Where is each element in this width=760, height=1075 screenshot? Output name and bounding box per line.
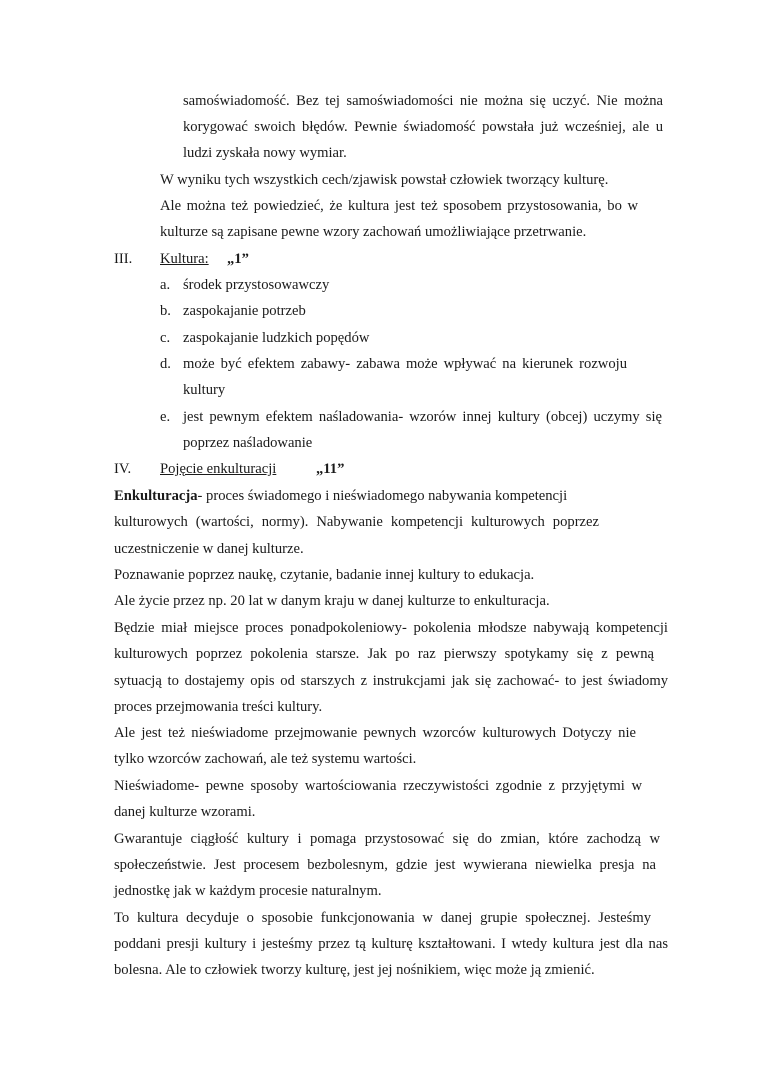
body-line-15: społeczeństwie. Jest procesem bezbolesnym, gdzie jest wywierana niewielka presja na — [114, 857, 656, 873]
body-line-5: Ale życie przez np. 20 lat w danym kraju w danej kulturze to enkulturacja. — [114, 593, 550, 609]
section-4-heading: Pojęcie enkulturacji — [160, 461, 277, 477]
intro-line-2: korygować swoich błędów. Pewnie świadomość powstała już wcześniej, ale u — [183, 119, 663, 135]
list-item-text: jest pewnym efektem naśladowania- wzorów innej kultury (obcej) uczymy się — [183, 409, 662, 425]
list-marker: e. — [160, 409, 171, 425]
body-line-13: danej kulturze wzorami. — [114, 804, 256, 820]
section-3-numeral: III. — [114, 251, 133, 267]
list-marker: b. — [160, 303, 171, 319]
body-line-7: kulturowych poprzez pokolenia starsze. Jak po raz pierwszy spotykamy się z pewną — [114, 646, 654, 662]
body-line-16: jednostkę jak w każdym procesie naturalnym. — [114, 883, 382, 899]
body-line-9: proces przejmowania treści kultury. — [114, 699, 323, 715]
list-marker: a. — [160, 277, 171, 293]
body-line-1 — [114, 487, 567, 505]
section-3-tag: „1” — [227, 251, 249, 267]
body-line-8: sytuacją to dostajemy opis od starszych z instrukcjami jak się zachować- to jest świadomy — [114, 673, 668, 689]
list-item-text: zaspokajanie ludzkich popędów — [183, 330, 370, 346]
body-line-6: Będzie miał miejsce proces ponadpokoleniowy- pokolenia młodsze nabywają kompetencji — [114, 620, 668, 636]
list-item-text: środek przystosowawczy — [183, 277, 330, 293]
body-line-11: tylko wzorców zachowań, ale też systemu wartości. — [114, 751, 417, 767]
intro-line-1: samoświadomość. Bez tej samoświadomości nie można się uczyć. Nie można — [183, 93, 663, 109]
intro-line-6: kulturze są zapisane pewne wzory zachowań umożliwiające przetrwanie. — [160, 224, 587, 240]
body-line-19: bolesna. Ale to człowiek tworzy kulturę, jest jej nośnikiem, więc może ją zmienić. — [114, 962, 595, 978]
body-line-2: kulturowych (wartości, normy). Nabywanie kompetencji kulturowych poprzez — [114, 514, 599, 530]
term-enkulturacja: Enkulturacja — [114, 488, 198, 504]
body-line-4: Poznawanie poprzez naukę, czytanie, badanie innej kultury to edukacja. — [114, 567, 535, 583]
definition-text: - proces świadomego i nieświadomego nabywania kompetencji — [197, 488, 568, 504]
body-line-17: To kultura decyduje o sposobie funkcjonowania w danej grupie społecznej. Jesteśmy — [114, 910, 651, 926]
list-item-continuation: poprzez naśladowanie — [183, 435, 313, 451]
list-marker: c. — [160, 330, 171, 346]
intro-line-5: Ale można też powiedzieć, że kultura jest też sposobem przystosowania, bo w — [160, 198, 638, 214]
body-line-12: Nieświadome- pewne sposoby wartościowania rzeczywistości zgodnie z przyjętymi w — [114, 778, 642, 794]
list-item-text: zaspokajanie potrzeb — [183, 303, 306, 319]
list-marker: d. — [160, 356, 171, 372]
intro-line-3: ludzi zyskała nowy wymiar. — [183, 145, 347, 161]
intro-line-4: W wyniku tych wszystkich cech/zjawisk powstał człowiek tworzący kulturę. — [160, 172, 609, 188]
list-item-continuation: kultury — [183, 382, 226, 398]
section-4-tag: „11” — [316, 461, 345, 477]
list-item-text: może być efektem zabawy- zabawa może wpływać na kierunek rozwoju — [183, 356, 627, 372]
body-line-14: Gwarantuje ciągłość kultury i pomaga przystosować się do zmian, które zachodzą w — [114, 831, 660, 847]
section-4-numeral: IV. — [114, 461, 132, 477]
section-3-heading: Kultura: — [160, 251, 209, 267]
body-line-3: uczestniczenie w danej kulturze. — [114, 541, 304, 557]
body-line-10: Ale jest też nieświadome przejmowanie pewnych wzorców kulturowych Dotyczy nie — [114, 725, 636, 741]
body-line-18: poddani presji kultury i jesteśmy przez tą kulturę kształtowani. I wtedy kultura jest dla nas — [114, 936, 668, 952]
